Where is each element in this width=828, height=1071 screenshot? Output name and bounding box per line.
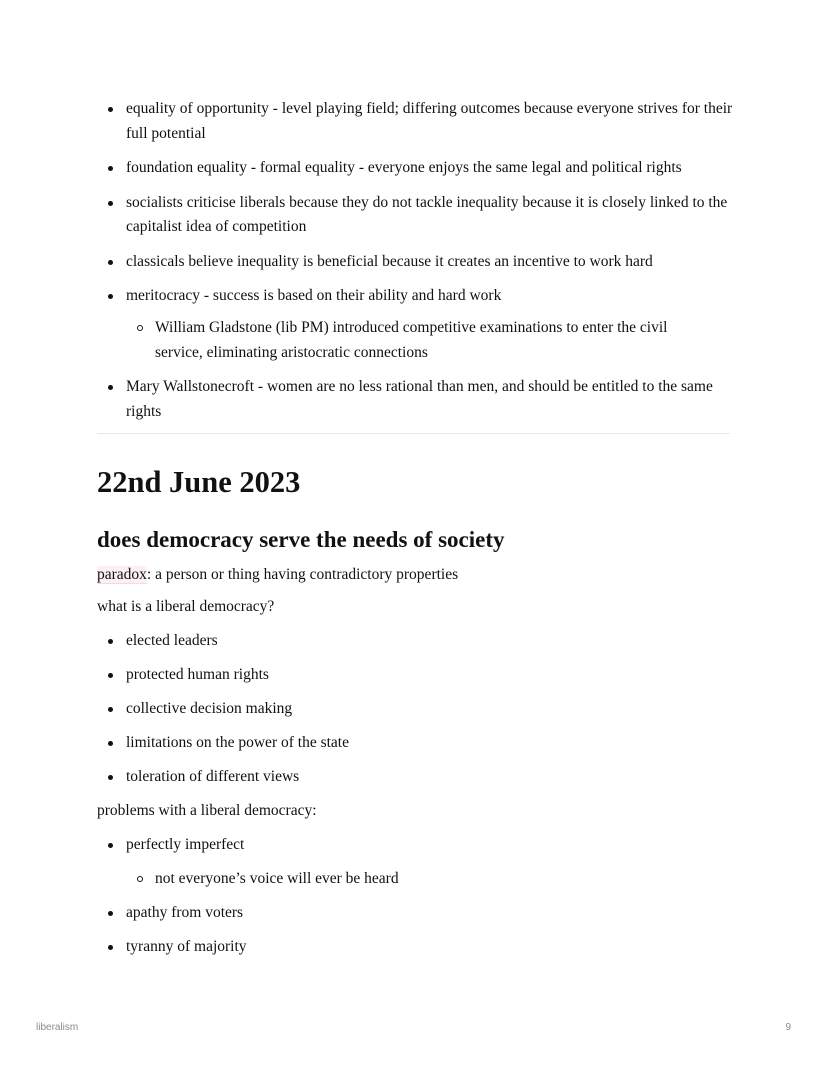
problems-sublist: [97, 867, 717, 892]
paradox-definition: [97, 563, 458, 587]
list-item: collective decision making: [97, 697, 733, 722]
problems-list-continued: [97, 901, 733, 960]
list-item: foundation equality - formal equality - everyone enjoys the same legal and political rights: [97, 156, 733, 181]
page-number: 9: [785, 1022, 791, 1033]
list-item: socialists criticise liberals because they do not tackle inequality because it is closely linked to the capitalist idea of competition: [97, 191, 733, 240]
list-item: not everyone’s voice will ever be heard: [97, 867, 717, 892]
list-item: elected leaders: [97, 629, 733, 654]
horizontal-divider: [97, 433, 730, 434]
list-item: William Gladstone (lib PM) introduced competitive examinations to enter the civil service, eliminating aristocratic connections: [97, 316, 717, 365]
list-item: classicals believe inequality is beneficial because it creates an incentive to work hard: [97, 250, 733, 275]
list-item: perfectly imperfect: [97, 833, 733, 858]
page-title: 22nd June 2023: [97, 465, 301, 499]
footer-title: liberalism: [36, 1022, 79, 1033]
list-item: apathy from voters: [97, 901, 733, 926]
paradox-term: paradox: [97, 566, 147, 583]
list-item: protected human rights: [97, 663, 733, 688]
liberal-democracy-list: [97, 629, 733, 790]
problems-list: [97, 833, 733, 858]
list-item: tyranny of majority: [97, 935, 733, 960]
equality-list-continued: [97, 375, 733, 424]
meritocracy-sublist: [97, 316, 717, 365]
list-item: limitations on the power of the state: [97, 731, 733, 756]
equality-list: [97, 97, 733, 319]
list-item: toleration of different views: [97, 765, 733, 790]
list-item: Mary Wallstonecroft - women are no less rational than men, and should be entitled to the same rights: [97, 375, 733, 424]
section-heading: does democracy serve the needs of society: [97, 527, 505, 552]
question-text: what is a liberal democracy?: [97, 598, 275, 615]
problems-label: problems with a liberal democracy:: [97, 802, 317, 819]
list-item: equality of opportunity - level playing field; differing outcomes because everyone strives for their full potential: [97, 97, 733, 146]
list-item: meritocracy - success is based on their ability and hard work: [97, 284, 733, 309]
paradox-definition-text: : a person or thing having contradictory properties: [146, 566, 459, 583]
